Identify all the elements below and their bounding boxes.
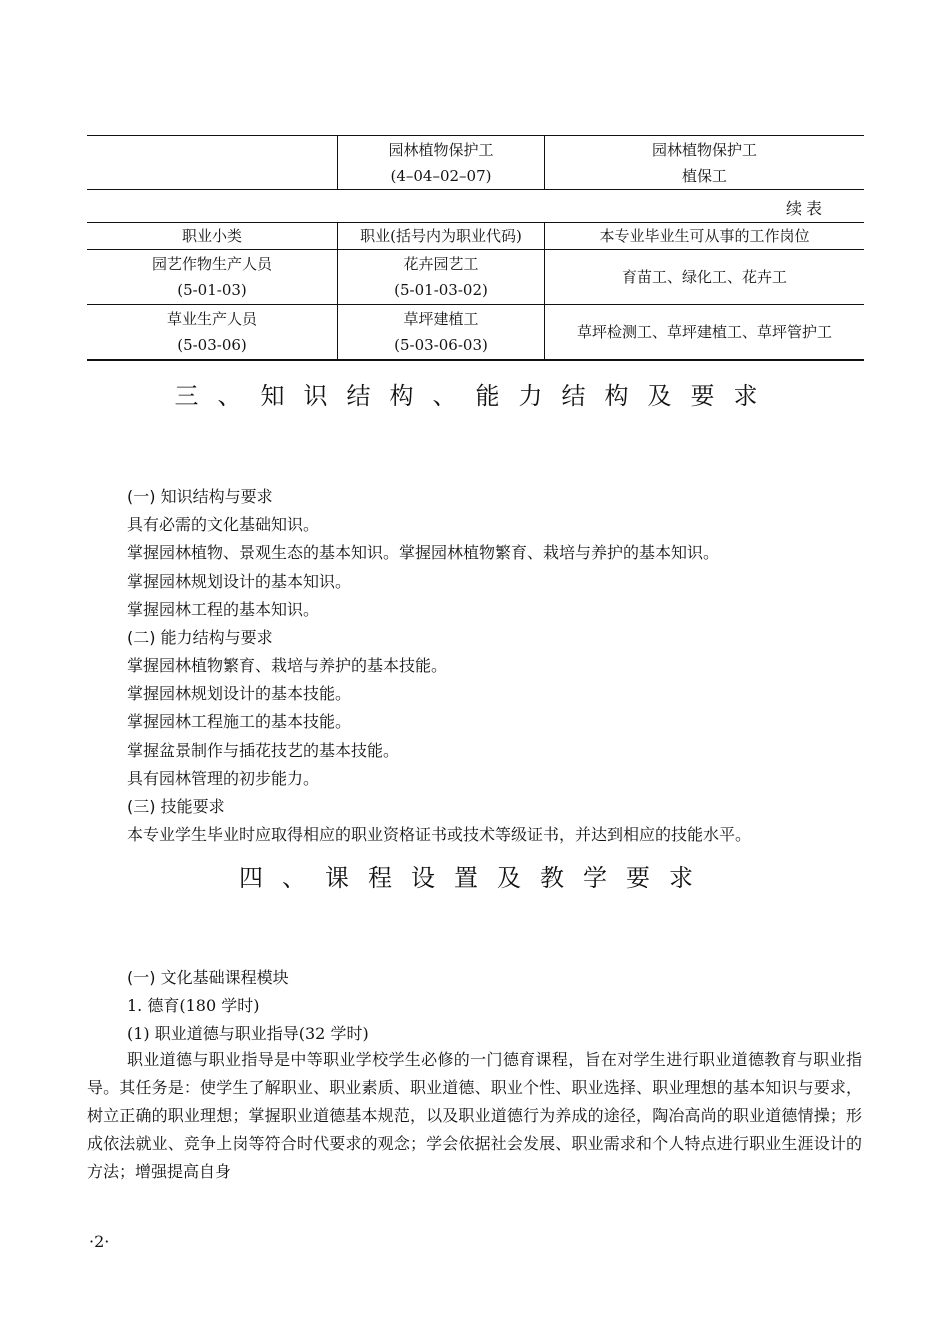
table-cell: 草坪建植工 (5-03-06-03) <box>338 305 545 361</box>
table-cell <box>87 136 338 190</box>
header-job: 职业(括号内为职业代码) <box>338 223 545 250</box>
table-cell: 花卉园艺工 (5-01-03-02) <box>338 250 545 305</box>
ability-item: 掌握盆景制作与插花技艺的基本技能。 <box>127 741 400 760</box>
knowledge-item: 掌握园林植物、景观生态的基本知识。掌握园林植物繁育、栽培与养护的基本知识。 <box>127 543 720 562</box>
knowledge-item: 掌握园林规划设计的基本知识。 <box>127 572 352 591</box>
knowledge-item: 具有必需的文化基础知识。 <box>127 515 320 534</box>
table-row <box>87 250 864 305</box>
knowledge-title: (一) 知识结构与要求 <box>127 487 273 506</box>
course-subitem: (1) 职业道德与职业指导(32 学时) <box>127 1024 369 1043</box>
skill-text: 本专业学生毕业时应取得相应的职业资格证书或技术等级证书，并达到相应的技能水平。 <box>127 825 752 844</box>
table-cell: 草业生产人员 (5-03-06) <box>87 305 338 361</box>
ability-title: (二) 能力结构与要求 <box>127 628 273 647</box>
table-header-row <box>87 223 864 250</box>
course-item: 1. 德育(180 学时) <box>127 996 260 1015</box>
ability-item: 具有园林管理的初步能力。 <box>127 769 320 788</box>
continued-label: 续表 <box>785 199 826 218</box>
occupation-table <box>87 222 864 361</box>
table-cell: 育苗工、绿化工、花卉工 <box>545 250 865 305</box>
course-description: 职业道德与职业指导是中等职业学校学生必修的一门德育课程，旨在对学生进行职业道德教育与职业指导。其任务是：使学生了解职业、职业素质、职业道德、职业个性、职业选择、职业理想的基本知识与要求，树立正确的职业理想；掌握职业道德基本规范，以及职业道德行为养成的途径，陶冶高尚的职业道德情操；形成依法就业、竞争上岗等符合时代要求的观念；学会依据社会发展、职业需求和个人特点进行职业生涯设计的方法；增强提高自身 <box>87 1050 862 1181</box>
ability-item: 掌握园林工程施工的基本技能。 <box>127 712 352 731</box>
skill-title: (三) 技能要求 <box>127 797 225 816</box>
header-positions: 本专业毕业生可从事的工作岗位 <box>545 223 865 250</box>
continued-row <box>87 191 864 222</box>
table-row <box>87 305 864 361</box>
page-number: ·2· <box>89 1232 110 1251</box>
knowledge-item: 掌握园林工程的基本知识。 <box>127 600 320 619</box>
table-cell: 草坪检测工、草坪建植工、草坪管护工 <box>545 305 865 361</box>
ability-item: 掌握园林植物繁育、栽培与养护的基本技能。 <box>127 656 448 675</box>
module-title: (一) 文化基础课程模块 <box>127 968 289 987</box>
section4-title: 四、课程设置及教学要求 <box>239 864 712 892</box>
table-cell: 园艺作物生产人员 (5-01-03) <box>87 250 338 305</box>
section3-title: 三、知识结构、能力结构及要求 <box>174 382 777 410</box>
ability-item: 掌握园林规划设计的基本技能。 <box>127 684 352 703</box>
table-cell: 园林植物保护工 (4–04–02–07) <box>338 136 545 190</box>
table-top-continued <box>87 135 864 190</box>
header-category: 职业小类 <box>87 223 338 250</box>
table-cell: 园林植物保护工 植保工 <box>545 136 865 190</box>
